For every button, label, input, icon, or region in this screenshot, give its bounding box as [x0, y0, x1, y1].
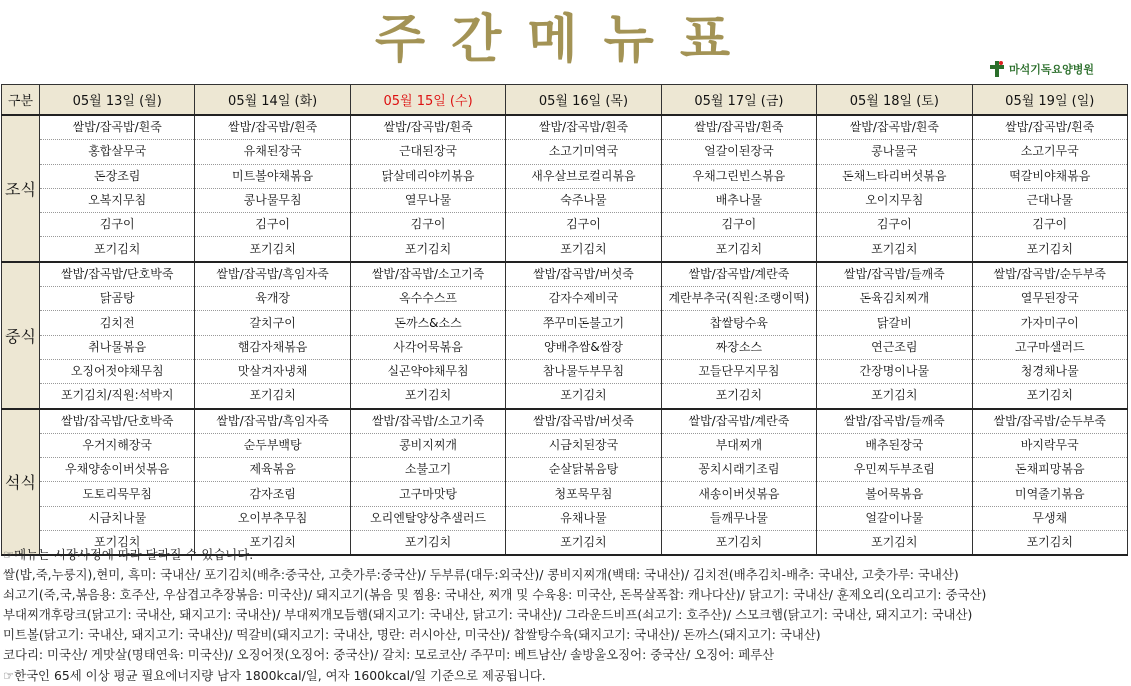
menu-row — [2, 506, 1128, 530]
menu-row — [2, 359, 1128, 383]
page-title: 주간메뉴표 — [374, 10, 757, 70]
menu-item: 쌀밥/잡곡밥/흰죽 — [972, 115, 1127, 140]
menu-item: 새송이버섯볶음 — [661, 482, 816, 506]
note-line — [3, 545, 1127, 565]
pointing-hand-icon: ☞ — [3, 667, 15, 683]
menu-item: 쌀밥/잡곡밥/버섯죽 — [506, 262, 661, 287]
menu-item: 계란부추국(직원:조랭이떡) — [661, 287, 816, 311]
menu-item: 꽁치시래기조림 — [661, 458, 816, 482]
menu-item: 순살닭볶음탕 — [506, 458, 661, 482]
note-text: 쇠고기(죽,국,볶음용: 호주산, 우삼겹고추장볶음: 미국산)/ 돼지고기(볶음 및 찜용: 국내산, 찌개 및 수육용: 미국산, 돈목살폭찹: 캐나다산)/ 닭고기: 국내산/ 훈제오리(오리고기: 중국산) — [3, 587, 987, 603]
meal-label: 중식 — [2, 262, 40, 409]
note-text: 한국인 65세 이상 평균 필요에너지량 남자 1800kcal/일, 여자 1600kcal/일 기준으로 제공됩니다. — [14, 667, 546, 683]
menu-item: 포기김치 — [195, 384, 350, 409]
day-header: 05월 19일 (일) — [972, 85, 1127, 116]
menu-item: 돈장조림 — [40, 164, 195, 188]
corner-label: 구분 — [2, 85, 40, 116]
menu-item: 포기김치 — [972, 384, 1127, 409]
menu-item: 쌀밥/잡곡밥/들깨죽 — [817, 262, 972, 287]
menu-item: 미트볼야채볶음 — [195, 164, 350, 188]
menu-item: 포기김치 — [661, 531, 816, 556]
menu-item: 도토리묵무침 — [40, 482, 195, 506]
menu-item: 오리엔탈양상추샐러드 — [350, 506, 505, 530]
menu-item: 배추나물 — [661, 188, 816, 212]
menu-item: 포기김치 — [661, 384, 816, 409]
menu-item: 열무나물 — [350, 188, 505, 212]
menu-item: 무생채 — [972, 506, 1127, 530]
menu-item: 쌀밥/잡곡밥/흰죽 — [195, 115, 350, 140]
menu-item: 포기김치 — [972, 531, 1127, 556]
menu-item: 참나물두부무침 — [506, 359, 661, 383]
pointing-hand-icon: ☞ — [3, 547, 15, 562]
day-header: 05월 15일 (수) — [350, 85, 505, 116]
menu-item: 쌀밥/잡곡밥/흑임자죽 — [195, 409, 350, 434]
menu-item: 쌀밥/잡곡밥/계란죽 — [661, 409, 816, 434]
menu-row — [2, 458, 1128, 482]
menu-item: 부대찌개 — [661, 433, 816, 457]
note-line — [3, 625, 1127, 645]
menu-item: 쌀밥/잡곡밥/흰죽 — [817, 115, 972, 140]
note-text: 메뉴는 시장사정에 따라 달라질 수 있습니다. — [14, 547, 254, 562]
menu-item: 쌀밥/잡곡밥/단호박죽 — [40, 409, 195, 434]
menu-item: 들깨무나물 — [661, 506, 816, 530]
hospital-logo — [988, 58, 1108, 80]
menu-item: 돈채느타리버섯볶음 — [817, 164, 972, 188]
menu-row — [2, 433, 1128, 457]
menu-item: 포기김치 — [350, 384, 505, 409]
menu-item: 우거지해장국 — [40, 433, 195, 457]
menu-item: 우민찌두부조림 — [817, 458, 972, 482]
menu-item: 소고기미역국 — [506, 140, 661, 164]
menu-item: 포기김치 — [817, 531, 972, 556]
note-line — [3, 585, 1127, 605]
menu-item: 고구마맛탕 — [350, 482, 505, 506]
menu-item: 감자조림 — [195, 482, 350, 506]
menu-item: 햄감자채볶음 — [195, 335, 350, 359]
menu-item: 포기김치 — [350, 531, 505, 556]
menu-item: 취나물볶음 — [40, 335, 195, 359]
menu-row — [2, 409, 1128, 434]
menu-row — [2, 188, 1128, 212]
day-header: 05월 13일 (월) — [40, 85, 195, 116]
menu-item: 닭곰탕 — [40, 287, 195, 311]
note-line — [3, 565, 1127, 585]
menu-item: 오복지무침 — [40, 188, 195, 212]
menu-item: 시금치나물 — [40, 506, 195, 530]
note-text: 코다리: 미국산/ 게맛살(명태연육: 미국산)/ 오징어젓(오징어: 중국산)/ 갈치: 모로코산/ 주꾸미: 베트남산/ 솔방울오징어: 중국산/ 오징어: 페루산 — [3, 647, 775, 663]
header-row — [2, 85, 1128, 116]
menu-item: 쌀밥/잡곡밥/계란죽 — [661, 262, 816, 287]
menu-item: 찹쌀탕수육 — [661, 311, 816, 335]
menu-item: 열무된장국 — [972, 287, 1127, 311]
menu-item: 짜장소스 — [661, 335, 816, 359]
menu-row — [2, 164, 1128, 188]
menu-item: 포기김치 — [40, 531, 195, 556]
hospital-name: 마석기독요양병원 — [1009, 63, 1095, 76]
menu-item: 쭈꾸미돈불고기 — [506, 311, 661, 335]
menu-item: 포기김치 — [506, 384, 661, 409]
menu-item: 근대나물 — [972, 188, 1127, 212]
menu-item: 돈까스&소스 — [350, 311, 505, 335]
menu-item: 홍합살무국 — [40, 140, 195, 164]
menu-item: 우채그린빈스볶음 — [661, 164, 816, 188]
menu-item: 갈치구이 — [195, 311, 350, 335]
menu-row — [2, 287, 1128, 311]
menu-item: 배추된장국 — [817, 433, 972, 457]
menu-item: 포기김치 — [817, 237, 972, 262]
menu-item: 포기김치/직원:석박지 — [40, 384, 195, 409]
day-header: 05월 16일 (목) — [506, 85, 661, 116]
menu-item: 포기김치 — [506, 237, 661, 262]
menu-row — [2, 482, 1128, 506]
menu-item: 포기김치 — [350, 237, 505, 262]
menu-item: 쌀밥/잡곡밥/흑임자죽 — [195, 262, 350, 287]
menu-row — [2, 311, 1128, 335]
menu-item: 맛살겨자냉채 — [195, 359, 350, 383]
menu-item: 소불고기 — [350, 458, 505, 482]
menu-item: 돈채피망볶음 — [972, 458, 1127, 482]
menu-row — [2, 213, 1128, 237]
menu-item: 김치전 — [40, 311, 195, 335]
menu-item: 김구이 — [40, 213, 195, 237]
menu-item: 새우살브로컬리볶음 — [506, 164, 661, 188]
day-header: 05월 14일 (화) — [195, 85, 350, 116]
notes-section — [3, 545, 1127, 686]
menu-item: 가자미구이 — [972, 311, 1127, 335]
menu-item: 쌀밥/잡곡밥/순두부죽 — [972, 409, 1127, 434]
menu-item: 간장명이나물 — [817, 359, 972, 383]
menu-item: 순두부백탕 — [195, 433, 350, 457]
menu-item: 김구이 — [661, 213, 816, 237]
menu-item: 고구마샐러드 — [972, 335, 1127, 359]
menu-item: 근대된장국 — [350, 140, 505, 164]
menu-item: 쌀밥/잡곡밥/순두부죽 — [972, 262, 1127, 287]
menu-item: 유채나물 — [506, 506, 661, 530]
menu-item: 포기김치 — [195, 237, 350, 262]
menu-item: 사각어묵볶음 — [350, 335, 505, 359]
menu-item: 꼬들단무지무침 — [661, 359, 816, 383]
menu-item: 쌀밥/잡곡밥/흰죽 — [506, 115, 661, 140]
menu-item: 포기김치 — [661, 237, 816, 262]
menu-item: 얼갈이나물 — [817, 506, 972, 530]
menu-item: 포기김치 — [506, 531, 661, 556]
menu-item: 육개장 — [195, 287, 350, 311]
menu-item: 오이부추무침 — [195, 506, 350, 530]
menu-item: 쌀밥/잡곡밥/소고기죽 — [350, 262, 505, 287]
menu-item: 콩나물국 — [817, 140, 972, 164]
menu-item: 김구이 — [195, 213, 350, 237]
menu-item: 포기김치 — [40, 237, 195, 262]
menu-item: 바지락무국 — [972, 433, 1127, 457]
menu-row — [2, 237, 1128, 262]
menu-item: 쌀밥/잡곡밥/버섯죽 — [506, 409, 661, 434]
note-text: 쌀(밥,죽,누룽지),현미, 흑미: 국내산/ 포기김치(배추:중국산, 고춧가루:중국산)/ 두부류(대두:외국산)/ 콩비지찌개(백태: 국내산)/ 김치전(배추김치-배추: 국내산, 고춧가루: 국내산) — [3, 567, 959, 583]
menu-item: 미역줄기볶음 — [972, 482, 1127, 506]
menu-item: 시금치된장국 — [506, 433, 661, 457]
menu-item: 김구이 — [972, 213, 1127, 237]
cross-logo-icon — [988, 60, 1006, 78]
menu-item: 오이지무침 — [817, 188, 972, 212]
menu-row — [2, 115, 1128, 140]
menu-item: 숙주나물 — [506, 188, 661, 212]
menu-item: 떡갈비야채볶음 — [972, 164, 1127, 188]
note-line — [3, 605, 1127, 625]
menu-item: 오징어젓야채무침 — [40, 359, 195, 383]
menu-item: 쌀밥/잡곡밥/흰죽 — [350, 115, 505, 140]
menu-item: 우채양송이버섯볶음 — [40, 458, 195, 482]
menu-item: 유채된장국 — [195, 140, 350, 164]
menu-item: 쌀밥/잡곡밥/단호박죽 — [40, 262, 195, 287]
menu-item: 김구이 — [817, 213, 972, 237]
meal-label: 조식 — [2, 115, 40, 262]
menu-item: 옥수수스프 — [350, 287, 505, 311]
menu-item: 감자수제비국 — [506, 287, 661, 311]
menu-item: 제육볶음 — [195, 458, 350, 482]
day-header: 05월 17일 (금) — [661, 85, 816, 116]
menu-item: 닭갈비 — [817, 311, 972, 335]
menu-item: 양배추쌈&쌈장 — [506, 335, 661, 359]
menu-item: 포기김치 — [972, 237, 1127, 262]
menu-item: 김구이 — [506, 213, 661, 237]
menu-item: 돈육김치찌개 — [817, 287, 972, 311]
menu-row — [2, 335, 1128, 359]
menu-item: 포기김치 — [195, 531, 350, 556]
menu-item: 콩나물무침 — [195, 188, 350, 212]
meal-label: 석식 — [2, 409, 40, 556]
menu-item: 김구이 — [350, 213, 505, 237]
menu-item: 쌀밥/잡곡밥/흰죽 — [661, 115, 816, 140]
menu-item: 볼어묵볶음 — [817, 482, 972, 506]
day-header: 05월 18일 (토) — [817, 85, 972, 116]
menu-item: 콩비지찌개 — [350, 433, 505, 457]
menu-item: 쌀밥/잡곡밥/흰죽 — [40, 115, 195, 140]
menu-item: 포기김치 — [817, 384, 972, 409]
menu-item: 연근조림 — [817, 335, 972, 359]
menu-item: 실곤약야채무침 — [350, 359, 505, 383]
weekly-menu-table — [1, 84, 1128, 556]
menu-item: 닭살데리야끼볶음 — [350, 164, 505, 188]
menu-row — [2, 140, 1128, 164]
menu-item: 청포묵무침 — [506, 482, 661, 506]
menu-item: 쌀밥/잡곡밥/소고기죽 — [350, 409, 505, 434]
menu-item: 쌀밥/잡곡밥/들깨죽 — [817, 409, 972, 434]
menu-item: 소고기무국 — [972, 140, 1127, 164]
menu-row — [2, 262, 1128, 287]
menu-row — [2, 384, 1128, 409]
note-line — [3, 645, 1127, 665]
note-line — [3, 666, 1127, 686]
note-text: 미트볼(닭고기: 국내산, 돼지고기: 국내산)/ 떡갈비(돼지고기: 국내산, 명란: 러시아산, 미국산)/ 찹쌀탕수육(돼지고기: 국내산)/ 돈까스(돼지고기: 국내산) — [3, 627, 821, 643]
menu-item: 청경채나물 — [972, 359, 1127, 383]
menu-item: 얼갈이된장국 — [661, 140, 816, 164]
note-text: 부대찌개후랑크(닭고기: 국내산, 돼지고기: 국내산)/ 부대찌개모듬햄(돼지고기: 국내산, 닭고기: 국내산)/ 그라운드비프(쇠고기: 호주산)/ 스모크햄(닭고기: 국내산, 돼지고기: 국내산) — [3, 607, 973, 623]
